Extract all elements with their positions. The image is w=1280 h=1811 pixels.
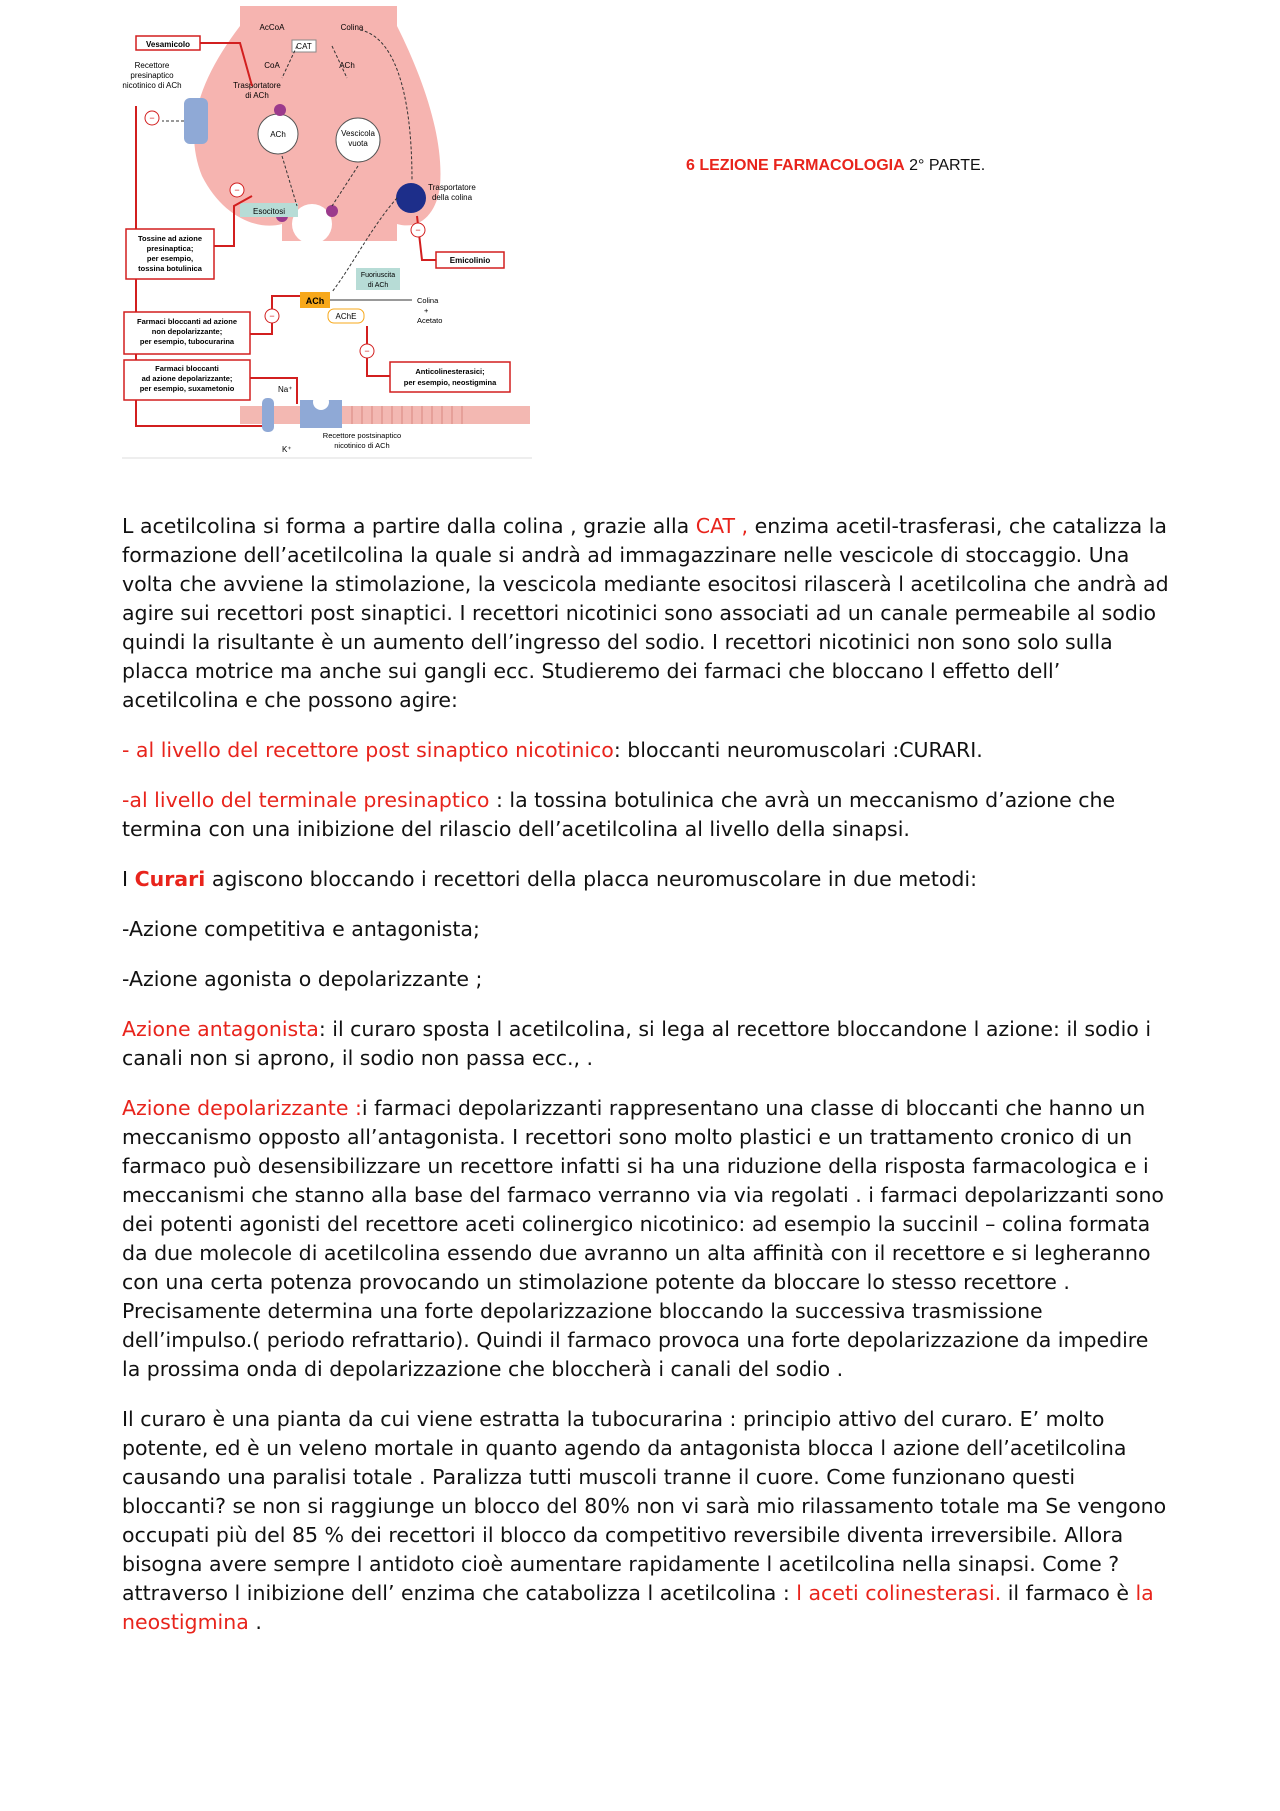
cat-label: CAT xyxy=(296,42,312,51)
svg-text:Esocitosi: Esocitosi xyxy=(252,207,286,216)
text-run: -Azione competitiva e antagonista; xyxy=(122,917,480,941)
text-run: la neostigmina xyxy=(122,1581,1154,1634)
svg-text:nicotinico di ACh: nicotinico di ACh xyxy=(122,81,182,90)
svg-text:Anticolinesterasici;: Anticolinesterasici; xyxy=(415,367,485,376)
svg-text:Trasportatore: Trasportatore xyxy=(233,81,281,90)
svg-text:−: − xyxy=(234,185,240,195)
svg-text:Acetato: Acetato xyxy=(417,316,443,325)
text-run: Azione depolarizzante : xyxy=(122,1096,362,1120)
synapse-diagram xyxy=(122,6,532,484)
svg-text:Farmaci bloccanti: Farmaci bloccanti xyxy=(155,364,219,373)
paragraph xyxy=(122,786,1172,844)
svg-text:Farmaci bloccanti ad azione: Farmaci bloccanti ad azione xyxy=(136,317,238,326)
lesson-heading: 6 LEZIONE FARMACOLOGIA 2° PARTE. xyxy=(686,157,986,174)
svg-text:Fuoriuscita: Fuoriuscita xyxy=(360,272,396,279)
text-run: : il curaro sposta l acetilcolina, si lega al recettore bloccandone l azione: il sodio i canali non si aprono, il sodio non passa ecc., . xyxy=(122,1017,1152,1070)
text-run: . xyxy=(248,1610,262,1634)
text-run: agiscono bloccando i recettori della placca neuromuscolare in due metodi: xyxy=(205,867,978,891)
text-run: I xyxy=(122,867,135,891)
svg-text:K⁺: K⁺ xyxy=(282,445,292,454)
text-run: -Azione agonista o depolarizzante ; xyxy=(122,967,483,991)
text-run: Curari xyxy=(134,867,206,891)
text-run: Il curaro è una pianta da cui viene estratta la tubocurarina : principio attivo del curaro. E’ molto potente, ed è un veleno mortale in quanto agendo da antagonista blocca l azione dell’acetilcolina causando una paralisi totale . Paralizza tutti muscoli tranne il cuore. Come funzionano questi bloccanti? se non si raggiunge un blocco del 80% non vi sarà mio rilassamento totale ma Se vengono occupati più del 85 % dei recettori il blocco da competitivo reversibile diventa irreversibile. Allora bisogna avere sempre l antidoto cioè aumentare rapidamente l acetilcolina nella sinapsi. Come ? attraverso l inibizione dell’ enzima che catabolizza l acetilcolina : xyxy=(122,1407,1167,1605)
svg-text:per esempio, suxametonio: per esempio, suxametonio xyxy=(139,384,235,393)
svg-text:di ACh: di ACh xyxy=(367,282,389,289)
text-run: CAT , xyxy=(695,514,755,538)
svg-text:ad azione depolarizzante;: ad azione depolarizzante; xyxy=(141,374,233,383)
svg-text:−: − xyxy=(149,113,155,123)
svg-text:ACh: ACh xyxy=(339,61,355,70)
paragraph xyxy=(122,915,1172,944)
svg-text:Na⁺: Na⁺ xyxy=(278,385,293,394)
svg-text:Recettore: Recettore xyxy=(134,61,170,70)
svg-text:nicotinico di ACh: nicotinico di ACh xyxy=(334,441,390,450)
svg-text:presinaptica;: presinaptica; xyxy=(146,244,194,253)
text-run: - al livello del recettore post sinaptico nicotinico xyxy=(122,738,614,762)
text-run: l aceti colinesterasi. xyxy=(796,1581,1002,1605)
svg-text:ACh: ACh xyxy=(305,296,325,306)
svg-text:−: − xyxy=(269,311,275,321)
paragraph xyxy=(122,965,1172,994)
svg-text:della colina: della colina xyxy=(431,193,473,202)
svg-text:−: − xyxy=(415,225,421,235)
svg-text:per esempio, neostigmina: per esempio, neostigmina xyxy=(403,378,497,387)
svg-text:Colina: Colina xyxy=(417,296,439,305)
text-run: i farmaci depolarizzanti rappresentano una classe di bloccanti che hanno un meccanismo opposto all’antagonista. I recettori sono molto plastici e un trattamento cronico di un farmaco può desensibilizzare un recettore infatti si ha una riduzione della risposta farmacologica e i meccanismi che stanno alla base del farmaco verranno via via regolati . i farmaci depolarizzanti sono dei potenti agonisti del recettore aceti colinergico nicotinico: ad esempio la succinil – colina formata da due molecole di acetilcolina essendo due avranno un alta affinità con il recettore e si legheranno con una certa potenza provocando un stimolazione potente da bloccare lo stesso recettore . Precisamente determina una forte depolarizzazione bloccando la successiva trasmissione dell’impulso.( periodo refrattario). Quindi il farmaco provoca una forte depolarizzazione da impedire la prossima onda di depolarizzazione che bloccherà i canali del sodio . xyxy=(122,1096,1164,1381)
text-run: -al livello del terminale presinaptico xyxy=(122,788,496,812)
text-run: L acetilcolina si forma a partire dalla colina , grazie alla xyxy=(122,514,696,538)
svg-text:per esempio, tubocurarina: per esempio, tubocurarina xyxy=(139,337,235,346)
svg-text:vuota: vuota xyxy=(348,139,368,148)
svg-text:Recettore postsinaptico: Recettore postsinaptico xyxy=(322,431,402,440)
svg-text:Colina: Colina xyxy=(340,23,364,32)
paragraph xyxy=(122,1015,1172,1073)
text-run: enzima acetil-trasferasi, che catalizza la formazione dell’acetilcolina la quale si andrà ad immagazzinare nelle vescicole di stoccaggio. Una volta che avviene la stimolazione, la vescicola mediante esocitosi rilascerà l acetilcolina che andrà ad agire sui recettori post sinaptici. I recettori nicotinici sono associati ad un canale permeabile al sodio quindi la risultante è un aumento dell’ingresso del sodio. I recettori nicotinici non sono solo sulla placca motrice ma anche sui gangli ecc. Studieremo dei farmaci che bloccano l effetto dell’ acetilcolina e che possono agire: xyxy=(122,514,1169,712)
paragraph xyxy=(122,512,1172,715)
svg-text:ACh: ACh xyxy=(270,130,286,139)
svg-text:di ACh: di ACh xyxy=(245,91,269,100)
svg-text:presinaptico: presinaptico xyxy=(130,71,174,80)
svg-text:+: + xyxy=(424,306,429,315)
svg-text:Tossine ad azione: Tossine ad azione xyxy=(137,234,203,243)
paragraph xyxy=(122,1094,1172,1384)
svg-text:Emicolinio: Emicolinio xyxy=(449,256,491,265)
paragraph xyxy=(122,736,1172,765)
svg-text:tossina botulinica: tossina botulinica xyxy=(138,264,202,273)
text-run: Azione antagonista xyxy=(122,1017,319,1041)
body-text xyxy=(122,512,1172,1658)
paragraph xyxy=(122,1405,1172,1637)
svg-text:AChE: AChE xyxy=(335,312,357,321)
svg-text:per esempio,: per esempio, xyxy=(146,254,194,263)
svg-text:Vesamicolo: Vesamicolo xyxy=(145,40,191,49)
svg-text:AcCoA: AcCoA xyxy=(259,23,285,32)
text-run: : la tossina botulinica che avrà un meccanismo d’azione che termina con una inibizione del rilascio dell’acetilcolina al livello della sinapsi. xyxy=(122,788,1116,841)
svg-text:Trasportatore: Trasportatore xyxy=(428,183,476,192)
paragraph xyxy=(122,865,1172,894)
text-run: : bloccanti neuromuscolari :CURARI. xyxy=(613,738,983,762)
svg-text:CoA: CoA xyxy=(264,61,280,70)
svg-text:Vescicola: Vescicola xyxy=(341,129,375,138)
text-run: il farmaco è xyxy=(1001,1581,1136,1605)
svg-text:non depolarizzante;: non depolarizzante; xyxy=(151,327,223,336)
svg-text:−: − xyxy=(364,346,370,356)
